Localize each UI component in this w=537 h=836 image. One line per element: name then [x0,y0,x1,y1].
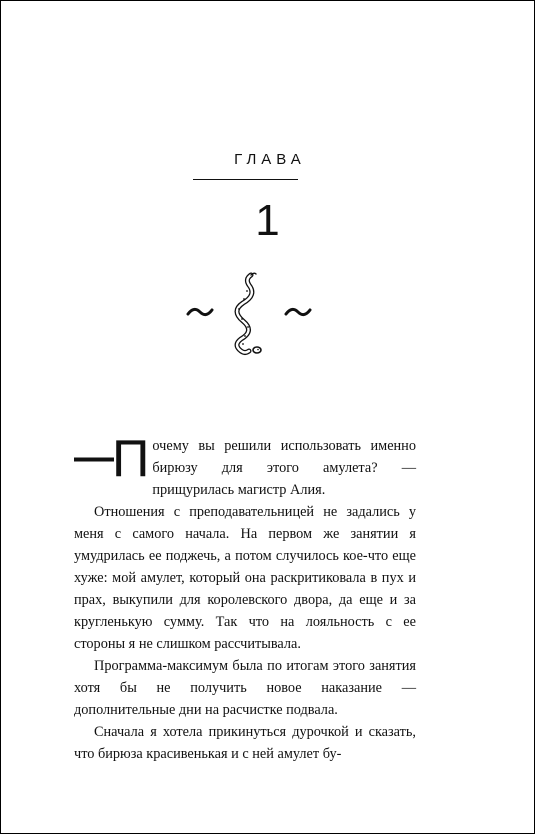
paragraph-4: Сначала я хотела прикинуться дурочкой и сказать, что бирюза красивенькая и с ней амулет бу- [74,724,416,762]
paragraph-3: Программа-максимум была по итогам этого занятия хотя бы не получить новое наказание — дополнительные дни на расчистке подвала. [74,658,416,718]
paragraph-1 [74,430,416,501]
dropcap-letter: П [112,430,150,488]
paragraph-2: Отношения с преподавательницей не задались у меня с самого начала. На первом же занятии я умудрилась ее поджечь, а потом случилось кое-что еще хуже: мой амулет, который она раскритиковала в пух и прах, выкупили для королевского двора, да еще и за кругленькую сумму. Так что на лояльность с ее стороны я не слишком рассчитывала. [74,504,416,652]
chapter-label: ГЛАВА [234,151,306,168]
chapter-divider [193,179,298,180]
chapter-number: 1 [255,196,280,245]
dropcap [74,430,150,488]
dropcap-dash: — [74,435,114,479]
paragraph-1-text: очему вы решили использовать именно бирюзу для этого амулета? — прищурилась магистр Алия. [152,438,416,498]
chapter-text [74,430,416,765]
snake-ornament-icon [184,269,314,359]
